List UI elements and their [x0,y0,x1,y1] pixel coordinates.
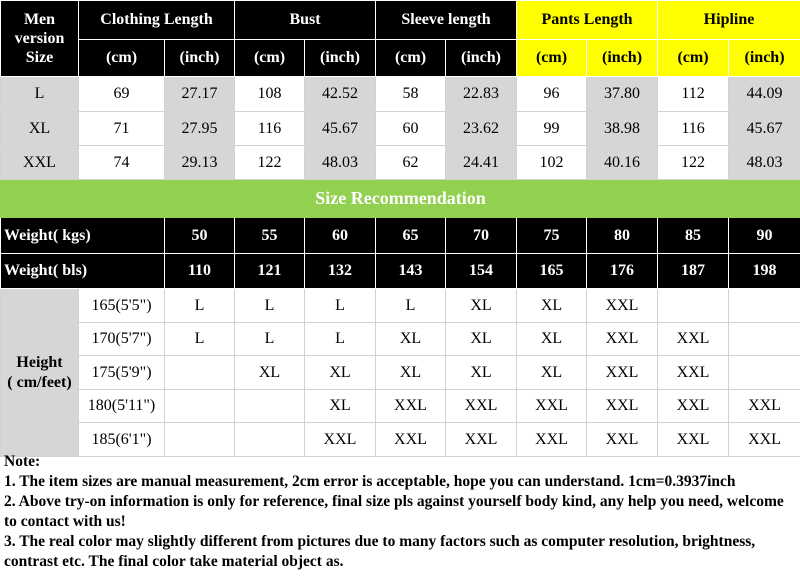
weight-cell: 65 [376,218,446,254]
hipline-header: Hipline [658,1,800,40]
height-label-line1: Height [16,353,63,371]
unit-header-row [1,40,800,77]
weight-cell: 80 [587,218,658,254]
height-label-line2: ( cm/feet) [7,373,72,391]
size-rec-cell: XXL [517,423,587,457]
value-cell: 116 [658,112,729,146]
weight-kgs-row [1,218,800,254]
size-rec-cell: XL [517,289,587,323]
height-cell: 165(5'5") [79,289,165,323]
weight-cell: 85 [658,218,729,254]
unit-cell: (inch) [587,40,658,77]
height-cell: 185(6'1") [79,423,165,457]
size-rec-cell: L [235,289,305,323]
unit-cell: (inch) [446,40,517,77]
height-row-170 [1,323,800,356]
unit-cell: (cm) [79,40,165,77]
size-rec-cell: XXL [658,390,729,423]
value-cell: 60 [376,112,446,146]
size-rec-cell [165,356,235,390]
height-label [1,289,79,457]
value-cell: 38.98 [587,112,658,146]
note-item: 1. The item sizes are manual measurement, 2cm error is acceptable, hope you can understand. 1cm=0.3937inch [4,473,736,490]
size-rec-cell: XXL [587,423,658,457]
value-cell: 40.16 [587,146,658,180]
size-rec-cell: XXL [517,390,587,423]
size-rec-cell: XL [376,356,446,390]
size-header-line1: Men [23,11,56,28]
size-rec-cell: XXL [376,423,446,457]
value-cell: 22.83 [446,77,517,112]
size-column-header [1,1,79,77]
size-rec-cell: L [165,323,235,356]
value-cell: 45.67 [305,112,376,146]
value-cell: 102 [517,146,587,180]
height-cell: 175(5'9") [79,356,165,390]
value-cell: 45.67 [729,112,800,146]
unit-cell: (cm) [658,40,729,77]
unit-cell: (inch) [729,40,800,77]
weight-cell: 198 [729,254,800,289]
value-cell: 27.17 [165,77,235,112]
height-cell: 170(5'7") [79,323,165,356]
weight-cell: 176 [587,254,658,289]
recommendation-banner-row [1,180,800,218]
size-rec-cell: XXL [446,390,517,423]
height-cell: 180(5'11") [79,390,165,423]
value-cell: 48.03 [729,146,800,180]
pants-length-header: Pants Length [517,1,658,40]
height-row-175 [1,356,800,390]
size-rec-cell: L [305,289,376,323]
unit-cell: (inch) [165,40,235,77]
size-rec-cell: XL [446,323,517,356]
value-cell: 112 [658,77,729,112]
size-rec-cell: L [376,289,446,323]
size-rec-cell [235,390,305,423]
size-cell: L [1,77,79,112]
weight-cell: 90 [729,218,800,254]
value-cell: 58 [376,77,446,112]
unit-cell: (cm) [376,40,446,77]
size-rec-cell: XL [446,356,517,390]
size-rec-cell: XL [235,356,305,390]
value-cell: 24.41 [446,146,517,180]
value-cell: 99 [517,112,587,146]
size-rec-cell: XL [305,390,376,423]
size-rec-cell: L [165,289,235,323]
weight-cell: 55 [235,218,305,254]
clothing-length-header: Clothing Length [79,1,235,40]
value-cell: 27.95 [165,112,235,146]
value-cell: 44.09 [729,77,800,112]
value-cell: 62 [376,146,446,180]
weight-lbs-label: Weight( bls) [1,254,165,289]
size-rec-cell [165,390,235,423]
weight-lbs-row [1,254,800,289]
size-rec-cell: XL [517,356,587,390]
value-cell: 116 [235,112,305,146]
size-rec-cell: XXL [729,423,800,457]
size-header-line3: Size [25,49,54,66]
size-rec-cell: XXL [729,390,800,423]
size-row-l [1,77,800,112]
size-rec-cell: XXL [587,356,658,390]
size-rec-cell: XXL [305,423,376,457]
size-cell: XXL [1,146,79,180]
size-rec-cell: XXL [446,423,517,457]
value-cell: 122 [658,146,729,180]
value-cell: 42.52 [305,77,376,112]
size-rec-cell: XL [446,289,517,323]
value-cell: 74 [79,146,165,180]
value-cell: 48.03 [305,146,376,180]
notes-title: Note: [4,453,41,470]
size-rec-cell: XXL [658,356,729,390]
size-rec-cell: L [305,323,376,356]
weight-cell: 187 [658,254,729,289]
weight-cell: 143 [376,254,446,289]
note-item: 3. The real color may slightly different from pictures due to many factors such as computer resolution, brightness, contrast etc. The final color take material object as. [4,533,756,570]
size-rec-cell: XXL [376,390,446,423]
size-rec-cell [658,289,729,323]
size-rec-cell: XXL [658,323,729,356]
unit-cell: (inch) [305,40,376,77]
weight-cell: 110 [165,254,235,289]
size-rec-cell: XXL [587,289,658,323]
weight-cell: 121 [235,254,305,289]
size-rec-cell [729,323,800,356]
weight-cell: 70 [446,218,517,254]
size-cell: XL [1,112,79,146]
weight-cell: 165 [517,254,587,289]
size-row-xxl [1,146,800,180]
size-rec-cell: XL [305,356,376,390]
value-cell: 69 [79,77,165,112]
value-cell: 29.13 [165,146,235,180]
recommendation-title: Size Recommendation [1,180,800,218]
value-cell: 96 [517,77,587,112]
size-header-line2: version [14,30,65,47]
height-row-180 [1,390,800,423]
notes-section [4,452,798,572]
unit-cell: (cm) [517,40,587,77]
sleeve-length-header: Sleeve length [376,1,517,40]
weight-kgs-label: Weight( kgs) [1,218,165,254]
weight-cell: 154 [446,254,517,289]
measurement-header-row [1,1,800,40]
weight-cell: 60 [305,218,376,254]
size-rec-cell: XXL [587,323,658,356]
bust-header: Bust [235,1,376,40]
value-cell: 71 [79,112,165,146]
weight-cell: 132 [305,254,376,289]
note-item: 2. Above try-on information is only for reference, final size pls against yourself body kind, any help you need, welcome to contact with us! [4,493,784,530]
size-rec-cell: XL [376,323,446,356]
value-cell: 108 [235,77,305,112]
weight-cell: 75 [517,218,587,254]
size-row-xl [1,112,800,146]
value-cell: 23.62 [446,112,517,146]
size-rec-cell: XL [517,323,587,356]
value-cell: 37.80 [587,77,658,112]
size-rec-cell: XXL [587,390,658,423]
size-rec-cell [729,356,800,390]
size-rec-cell: XXL [658,423,729,457]
unit-cell: (cm) [235,40,305,77]
size-rec-cell: L [235,323,305,356]
height-row-165 [1,289,800,323]
weight-cell: 50 [165,218,235,254]
size-rec-cell [729,289,800,323]
value-cell: 122 [235,146,305,180]
